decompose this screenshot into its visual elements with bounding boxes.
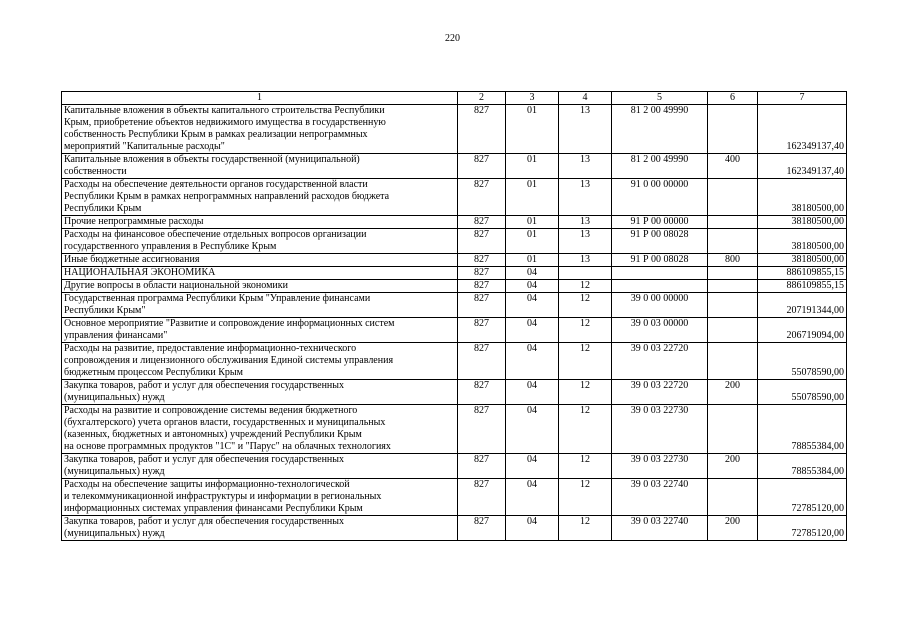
row-section-cell: 04 [506,293,559,318]
row-section-cell: 01 [506,216,559,229]
row-section-cell: 04 [506,267,559,280]
row-amount-cell: 55078590,00 [758,380,847,405]
row-subsection-cell: 13 [559,154,612,179]
row-target-cell: 91 0 00 00000 [612,179,708,216]
row-target-cell: 91 Р 00 08028 [612,254,708,267]
column-header: 4 [559,92,612,105]
row-subsection-cell: 13 [559,105,612,154]
row-amount-cell: 78855384,00 [758,454,847,479]
row-name-cell [62,479,458,516]
row-name-text: Капитальные вложения в объекты капитального строительства Республики Крым, приобретение объектов недвижимого имущества в государственную собственность Республики Крым в рамках реализации непрограммных мероприятий "Капитальные расходы" [64,105,386,152]
row-target-cell: 81 2 00 49990 [612,105,708,154]
column-header: 6 [708,92,758,105]
row-subsection-cell: 12 [559,280,612,293]
row-target-cell: 81 2 00 49990 [612,154,708,179]
table-row [62,343,847,380]
table-row [62,229,847,254]
row-type-cell [708,216,758,229]
row-code-cell: 827 [458,267,506,280]
table-row [62,267,847,280]
row-type-cell [708,280,758,293]
row-name-text: Закупка товаров, работ и услуг для обеспечения государственных (муниципальных) нужд [64,380,345,403]
row-subsection-cell: 12 [559,380,612,405]
row-type-cell: 400 [708,154,758,179]
row-target-cell [612,267,708,280]
row-code-cell: 827 [458,343,506,380]
table-row [62,280,847,293]
row-amount-cell: 38180500,00 [758,179,847,216]
row-code-cell: 827 [458,216,506,229]
row-code-cell: 827 [458,229,506,254]
row-type-cell [708,479,758,516]
row-amount-cell: 72785120,00 [758,516,847,541]
row-subsection-cell: 12 [559,343,612,380]
row-code-cell: 827 [458,254,506,267]
row-amount-cell: 886109855,15 [758,280,847,293]
row-type-cell [708,179,758,216]
row-name-text: НАЦИОНАЛЬНАЯ ЭКОНОМИКА [64,267,216,278]
row-subsection-cell: 12 [559,405,612,454]
row-code-cell: 827 [458,293,506,318]
row-name-cell [62,454,458,479]
row-amount-cell: 206719094,00 [758,318,847,343]
row-name-text: Расходы на обеспечение деятельности органов государственной власти Республики Крым в рамках непрограммных направлений расходов бюджета Республики Крым [64,179,390,214]
budget-table [61,91,847,541]
row-name-cell [62,267,458,280]
row-code-cell: 827 [458,318,506,343]
row-type-cell [708,405,758,454]
table-row [62,479,847,516]
row-section-cell: 04 [506,280,559,293]
row-amount-cell: 38180500,00 [758,216,847,229]
row-subsection-cell: 13 [559,229,612,254]
row-type-cell [708,267,758,280]
row-section-cell: 01 [506,229,559,254]
row-target-cell: 91 Р 00 00000 [612,216,708,229]
row-target-cell: 39 0 03 22720 [612,380,708,405]
row-name-text: Расходы на развитие и сопровождение системы ведения бюджетного (бухгалтерского) учета органов власти, государственных и муниципальных (казенных, бюджетных и автономных) учреждений Республики Крым на основе программных продуктов "1С" и "Парус" на облачных технологиях [64,405,391,452]
row-section-cell: 04 [506,405,559,454]
row-section-cell: 04 [506,516,559,541]
row-name-text: Основное мероприятие "Развитие и сопровождение информационных систем управления финансами" [64,318,395,341]
table-row [62,293,847,318]
row-name-cell [62,105,458,154]
row-code-cell: 827 [458,479,506,516]
row-subsection-cell [559,267,612,280]
row-section-cell: 04 [506,343,559,380]
column-header: 2 [458,92,506,105]
row-target-cell: 39 0 03 22730 [612,454,708,479]
row-code-cell: 827 [458,405,506,454]
row-name-cell [62,293,458,318]
row-code-cell: 827 [458,179,506,216]
row-name-text: Закупка товаров, работ и услуг для обеспечения государственных (муниципальных) нужд [64,516,345,539]
row-subsection-cell: 12 [559,516,612,541]
table-row [62,318,847,343]
table-row [62,516,847,541]
table-row [62,380,847,405]
row-target-cell: 39 0 03 22740 [612,479,708,516]
row-section-cell: 04 [506,479,559,516]
row-amount-cell: 38180500,00 [758,254,847,267]
row-code-cell: 827 [458,154,506,179]
column-header: 3 [506,92,559,105]
table-row [62,254,847,267]
row-target-cell: 39 0 03 22730 [612,405,708,454]
row-amount-cell: 162349137,40 [758,105,847,154]
row-name-text: Прочие непрограммные расходы [64,216,204,227]
row-name-text: Закупка товаров, работ и услуг для обеспечения государственных (муниципальных) нужд [64,454,345,477]
row-section-cell: 04 [506,318,559,343]
row-code-cell: 827 [458,454,506,479]
row-name-cell [62,154,458,179]
row-name-cell [62,343,458,380]
row-name-cell [62,179,458,216]
row-target-cell: 39 0 03 22720 [612,343,708,380]
column-header: 7 [758,92,847,105]
table-header-row [62,92,847,105]
row-section-cell: 01 [506,254,559,267]
row-code-cell: 827 [458,380,506,405]
row-type-cell [708,343,758,380]
table-row [62,179,847,216]
row-name-cell [62,216,458,229]
row-amount-cell: 72785120,00 [758,479,847,516]
column-header: 5 [612,92,708,105]
row-name-text: Расходы на развитие, предоставление информационно-технического сопровождения и лицензионного обслуживания Единой системы управления бюджетным процессом Республики Крым [64,343,394,378]
row-name-cell [62,380,458,405]
row-target-cell: 39 0 00 00000 [612,293,708,318]
row-target-cell [612,280,708,293]
row-subsection-cell: 12 [559,318,612,343]
row-subsection-cell: 13 [559,179,612,216]
table-row [62,216,847,229]
row-code-cell: 827 [458,516,506,541]
row-section-cell: 04 [506,380,559,405]
row-name-text: Государственная программа Республики Крым "Управление финансами Республики Крым" [64,293,371,316]
table-row [62,154,847,179]
row-subsection-cell: 13 [559,254,612,267]
row-target-cell: 39 0 03 22740 [612,516,708,541]
row-code-cell: 827 [458,280,506,293]
row-subsection-cell: 12 [559,293,612,318]
row-section-cell: 01 [506,154,559,179]
row-subsection-cell: 12 [559,454,612,479]
row-subsection-cell: 13 [559,216,612,229]
row-amount-cell: 38180500,00 [758,229,847,254]
row-type-cell: 800 [708,254,758,267]
row-amount-cell: 886109855,15 [758,267,847,280]
row-type-cell [708,318,758,343]
row-name-cell [62,280,458,293]
row-name-text: Расходы на обеспечение защиты информационно-технологической и телекоммуникационной инфраструктуры и информации в региональных информационных системах управления финансами Республики Крым [64,479,382,514]
row-type-cell [708,105,758,154]
row-subsection-cell: 12 [559,479,612,516]
row-type-cell [708,293,758,318]
row-code-cell: 827 [458,105,506,154]
row-type-cell: 200 [708,516,758,541]
row-name-cell [62,318,458,343]
row-name-cell [62,405,458,454]
row-name-text: Капитальные вложения в объекты государственной (муниципальной) собственности [64,154,360,177]
row-name-text: Расходы на финансовое обеспечение отдельных вопросов организации государственного управления в Республике Крым [64,229,367,252]
row-type-cell: 200 [708,380,758,405]
row-target-cell: 91 Р 00 08028 [612,229,708,254]
table-row [62,405,847,454]
column-header: 1 [62,92,458,105]
row-name-cell [62,516,458,541]
table-row [62,105,847,154]
row-name-cell [62,254,458,267]
row-section-cell: 01 [506,105,559,154]
row-target-cell: 39 0 03 00000 [612,318,708,343]
row-name-text: Иные бюджетные ассигнования [64,254,200,265]
row-amount-cell: 55078590,00 [758,343,847,380]
page-number: 220 [445,33,460,44]
row-name-text: Другие вопросы в области национальной экономики [64,280,288,291]
row-type-cell: 200 [708,454,758,479]
row-section-cell: 04 [506,454,559,479]
row-name-cell [62,229,458,254]
row-amount-cell: 162349137,40 [758,154,847,179]
row-type-cell [708,229,758,254]
row-amount-cell: 207191344,00 [758,293,847,318]
table-row [62,454,847,479]
row-amount-cell: 78855384,00 [758,405,847,454]
row-section-cell: 01 [506,179,559,216]
